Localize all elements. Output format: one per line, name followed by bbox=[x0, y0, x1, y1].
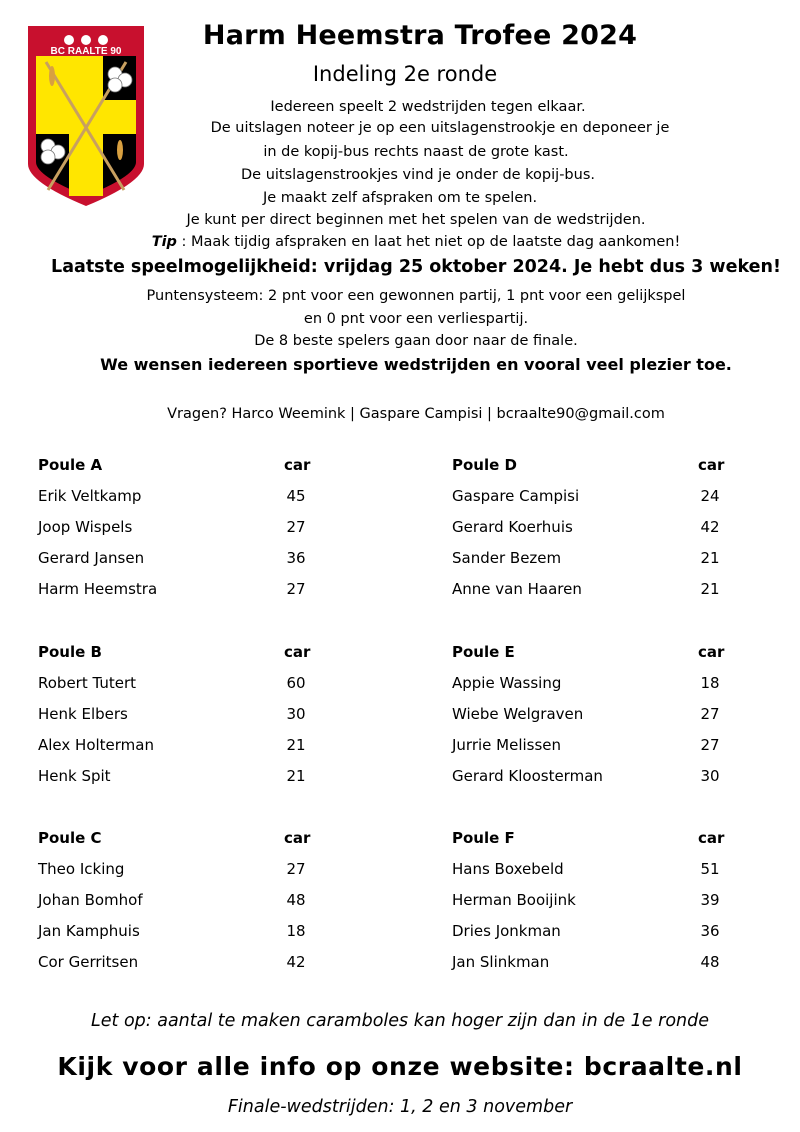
player-name: Johan Bomhof bbox=[38, 891, 143, 909]
poule-header bbox=[38, 643, 338, 667]
page-title: Harm Heemstra Trofee 2024 bbox=[202, 20, 638, 51]
player-row bbox=[452, 705, 752, 729]
player-name: Erik Veltkamp bbox=[38, 487, 142, 505]
poule-name: Poule B bbox=[38, 643, 102, 661]
poule-name: Poule D bbox=[452, 456, 517, 474]
player-car: 42 bbox=[700, 518, 720, 536]
player-row bbox=[452, 674, 752, 698]
player-row bbox=[38, 518, 338, 542]
footer-website: Kijk voor alle info op onze website: bcraalte.nl bbox=[57, 1052, 743, 1081]
player-name: Gaspare Campisi bbox=[452, 487, 580, 505]
player-row bbox=[452, 580, 752, 604]
poule-name: Poule F bbox=[452, 829, 515, 847]
player-car: 36 bbox=[286, 549, 306, 567]
player-row bbox=[452, 953, 752, 977]
player-name: Hans Boxebeld bbox=[452, 860, 564, 878]
intro-line-4: De uitslagenstrookjes vind je onder de kopij-bus. bbox=[241, 167, 595, 183]
player-row bbox=[452, 487, 752, 511]
car-header: car bbox=[284, 643, 311, 661]
player-car: 30 bbox=[286, 705, 306, 723]
player-name: Cor Gerritsen bbox=[38, 953, 139, 971]
player-name: Herman Booijink bbox=[452, 891, 576, 909]
player-car: 48 bbox=[700, 953, 720, 971]
player-name: Alex Holterman bbox=[38, 736, 154, 754]
player-row bbox=[38, 891, 338, 915]
player-row bbox=[38, 674, 338, 698]
player-row bbox=[452, 518, 752, 542]
player-name: Joop Wispels bbox=[38, 518, 133, 536]
player-car: 21 bbox=[700, 580, 720, 598]
player-name: Gerard Jansen bbox=[38, 549, 145, 567]
poule-header bbox=[452, 829, 752, 853]
player-row bbox=[38, 736, 338, 760]
contact-line: Vragen? Harco Weemink | Gaspare Campisi | bcraalte90@gmail.com bbox=[167, 406, 665, 422]
player-row bbox=[38, 487, 338, 511]
player-car: 45 bbox=[286, 487, 306, 505]
player-row bbox=[452, 922, 752, 946]
player-car: 30 bbox=[700, 767, 720, 785]
player-car: 21 bbox=[700, 549, 720, 567]
player-car: 18 bbox=[286, 922, 306, 940]
player-name: Appie Wassing bbox=[452, 674, 562, 692]
footer-finale: Finale-wedstrijden: 1, 2 en 3 november bbox=[227, 1097, 573, 1117]
player-car: 18 bbox=[700, 674, 720, 692]
poule-header bbox=[38, 829, 338, 853]
player-car: 24 bbox=[700, 487, 720, 505]
player-row bbox=[38, 767, 338, 791]
logo-text: BC RAALTE 90 bbox=[50, 46, 122, 57]
poule-header bbox=[452, 643, 752, 667]
player-row bbox=[38, 580, 338, 604]
poule-name: Poule E bbox=[452, 643, 515, 661]
player-car: 60 bbox=[286, 674, 306, 692]
player-row bbox=[38, 922, 338, 946]
player-row bbox=[452, 860, 752, 884]
tip-text: : Maak tijdig afspraken en laat het niet op de laatste dag aankomen! bbox=[176, 234, 681, 250]
player-name: Jan Kamphuis bbox=[38, 922, 140, 940]
player-car: 27 bbox=[700, 736, 720, 754]
player-car: 27 bbox=[286, 518, 306, 536]
car-header: car bbox=[698, 456, 725, 474]
player-car: 39 bbox=[700, 891, 720, 909]
player-car: 21 bbox=[286, 767, 306, 785]
player-car: 27 bbox=[700, 705, 720, 723]
intro-line-1: Iedereen speelt 2 wedstrijden tegen elkaar. bbox=[270, 99, 586, 115]
car-header: car bbox=[284, 456, 311, 474]
poule-header bbox=[452, 456, 752, 480]
points-line-3: De 8 beste spelers gaan door naar de finale. bbox=[254, 333, 578, 349]
player-row bbox=[452, 891, 752, 915]
points-line-1: Puntensysteem: 2 pnt voor een gewonnen partij, 1 pnt voor een gelijkspel bbox=[146, 288, 686, 304]
player-row bbox=[452, 736, 752, 760]
player-car: 51 bbox=[700, 860, 720, 878]
player-row bbox=[452, 549, 752, 573]
intro-line-6: Je kunt per direct beginnen met het spelen van de wedstrijden. bbox=[186, 212, 646, 228]
player-name: Robert Tutert bbox=[38, 674, 137, 692]
poule-name: Poule C bbox=[38, 829, 102, 847]
player-name: Gerard Kloosterman bbox=[452, 767, 603, 785]
car-header: car bbox=[284, 829, 311, 847]
player-name: Wiebe Welgraven bbox=[452, 705, 584, 723]
tip-label: Tip bbox=[151, 234, 177, 250]
points-line-2: en 0 pnt voor een verliespartij. bbox=[303, 311, 529, 327]
player-car: 48 bbox=[286, 891, 306, 909]
player-name: Theo Icking bbox=[38, 860, 125, 878]
car-header: car bbox=[698, 829, 725, 847]
player-row bbox=[38, 860, 338, 884]
intro-line-2: De uitslagen noteer je op een uitslagenstrookje en deponeer je bbox=[210, 120, 670, 136]
player-row bbox=[38, 549, 338, 573]
player-name: Jurrie Melissen bbox=[452, 736, 562, 754]
intro-line-3: in de kopij-bus rechts naast de grote kast. bbox=[263, 144, 569, 160]
player-name: Anne van Haaren bbox=[452, 580, 582, 598]
player-name: Henk Elbers bbox=[38, 705, 128, 723]
deadline-line: Laatste speelmogelijkheid: vrijdag 25 oktober 2024. Je hebt dus 3 weken! bbox=[51, 257, 781, 277]
intro-line-5: Je maakt zelf afspraken om te spelen. bbox=[262, 190, 538, 206]
poule-name: Poule A bbox=[38, 456, 103, 474]
player-row bbox=[452, 767, 752, 791]
player-name: Jan Slinkman bbox=[452, 953, 550, 971]
player-car: 21 bbox=[286, 736, 306, 754]
player-name: Dries Jonkman bbox=[452, 922, 561, 940]
footer-note: Let op: aantal te maken caramboles kan hoger zijn dan in de 1e ronde bbox=[91, 1011, 709, 1031]
player-car: 42 bbox=[286, 953, 306, 971]
car-header: car bbox=[698, 643, 725, 661]
player-car: 27 bbox=[286, 580, 306, 598]
page-subtitle: Indeling 2e ronde bbox=[312, 62, 498, 86]
player-row bbox=[38, 953, 338, 977]
player-car: 27 bbox=[286, 860, 306, 878]
player-name: Sander Bezem bbox=[452, 549, 562, 567]
poule-header bbox=[38, 456, 338, 480]
player-name: Gerard Koerhuis bbox=[452, 518, 573, 536]
player-row bbox=[38, 705, 338, 729]
player-name: Henk Spit bbox=[38, 767, 111, 785]
player-car: 36 bbox=[700, 922, 720, 940]
player-name: Harm Heemstra bbox=[38, 580, 158, 598]
tip-line bbox=[16, 232, 800, 253]
wish-line: We wensen iedereen sportieve wedstrijden en vooral veel plezier toe. bbox=[100, 355, 732, 374]
